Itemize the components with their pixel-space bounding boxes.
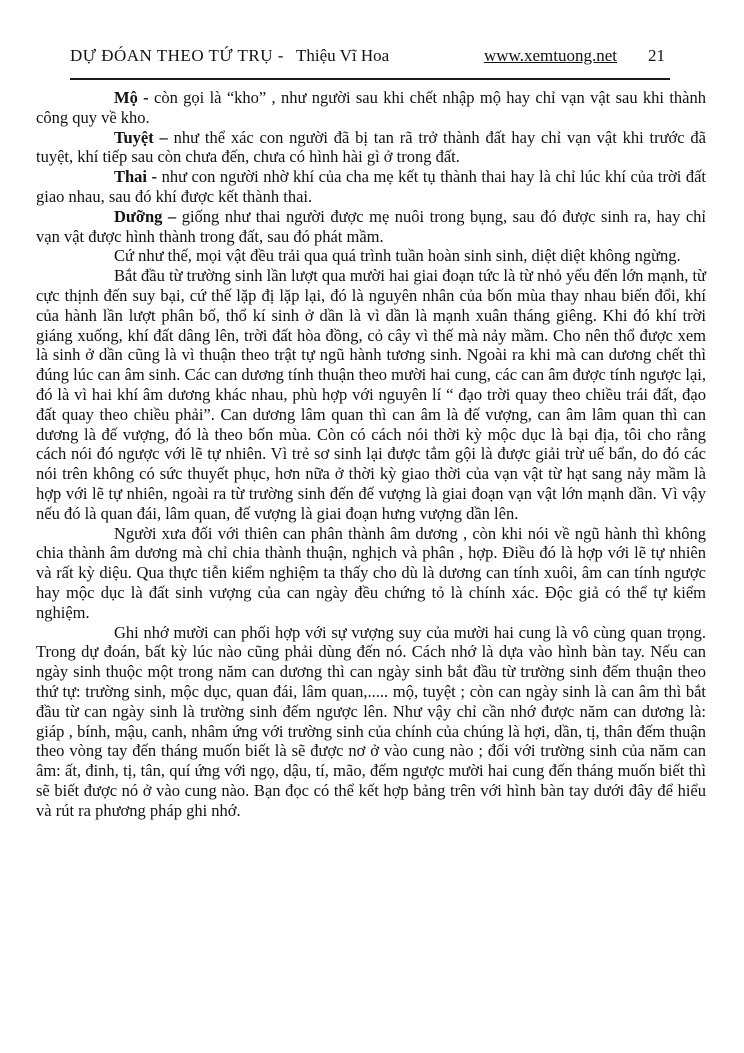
paragraph-lead: Tuyệt –	[114, 127, 168, 147]
paragraph-lead: Dưỡng –	[114, 206, 177, 226]
page-header	[0, 0, 744, 82]
paragraph-lead: Mộ -	[114, 88, 149, 107]
paragraph-text: như thể xác con người đã bị tan rã trở thành đất hay chỉ vạn vật khi trước đã tuyệt, khí tiếp sau còn chưa đến, chưa có hình hài gì ở trong đất.	[36, 127, 706, 167]
page-number: 21	[648, 46, 665, 65]
paragraph-tuyet	[36, 128, 706, 168]
paragraph-text: Ghi nhớ mười can phối hợp với sự vượng suy của mười hai cung là vô cùng quan trọng. Trong dự đoán, bất kỳ lúc nào cũng phải dùng đến nó. Cách nhớ là dựa vào hình bàn tay. Nếu can ngày sinh thuộc một trong năm can dương thì can ngày sinh bắt đầu từ trường sinh đếm thuận theo thứ tự: trường sinh, mộc dục, quan đái, lâm quan,..... mộ, tuyệt ; còn can ngày sinh là can âm thì bắt đầu từ can ngày sinh là trường sinh đếm ngược lên. Như vậy chỉ cần nhớ được năm can dương là: giáp , bính, mậu, canh, nhâm ứng với trường sinh của chính của chúng là hợi, dần, tị, thân đếm thuận theo vòng tay đến tháng muốn biết là sẽ được nơ ở vào cung nào ; đối với trường sinh của năm can âm: ất, đinh, tị, tân, quí ứng với ngọ, dậu, tí, mão, đếm ngược mười hai cung đến tháng muốn biết thì sẽ biết được nó ở vào cung nào. Bạn đọc có thể kết hợp bảng trên với hình bàn tay dưới đây để hiểu và rút ra phương pháp ghi nhớ.	[36, 622, 706, 820]
paragraph-duong	[36, 207, 706, 247]
paragraph-text: giống như thai người được mẹ nuôi trong bụng, sau đó được sinh ra, hay chỉ vạn vật được hình thành trong đất, sau đó phát mầm.	[36, 206, 707, 246]
paragraph-ghi-nho	[36, 623, 706, 821]
website-link: www.xemtuong.net	[484, 46, 617, 65]
paragraph-mo	[36, 88, 706, 128]
body-text	[36, 88, 706, 820]
paragraph-text: còn gọi là “kho” , như người sau khi chết nhập mộ hay chỉ vạn vật sau khi thành công quy về kho.	[36, 88, 706, 127]
paragraph-text: Bắt đầu từ trường sinh lần lượt qua mười hai giai đoạn tức là từ nhỏ yếu đến lớn mạnh, từ cực thịnh đến suy bại, cứ thế lặp đị lặp lại, đó là nguyên nhân của bốn mùa thay nhau biến đổi, khí của hành lần lượt phân bố, thổ kí sinh ở dần là vì dần là mạnh xuân tháng giêng. Khi đó khí trời giáng xuống, khí đất dâng lên, trời đất hòa đồng, cỏ cây vì thế mà nảy mầm. Cho nên thổ được xem là sinh ở dần cũng là vì thuận theo trật tự ngũ hành tương sinh. Ngoài ra khi mà can dương chết thì đúng lúc can âm sinh. Các can dương tính thuận theo mười hai cung, các can âm được tính ngược lại, đó là vì hai khí âm dương khác nhau, phù hợp với nguyên lí “ đạo trời quay theo chiều trái đất, đạo đất quay theo chiều phải”. Can dương lâm quan thì can âm là đế vượng, can âm lâm quan thì can dương là đế vượng, đó là theo bốn mùa. Còn có cách nói thời kỳ mộc dục là bại địa, tôi cho rằng cách nói đó ngược với lẽ tự nhiên. Vì trẻ sơ sinh lại được tắm gội là được giải trừ uế bẩn, do đó các nói trên không có sức thuyết phục, hơn nữa ở thời kỳ giao thời của vạn vật từ hạt sang nảy mầm là hợp với lẽ tự nhiên, ngoài ra từ trường sinh đến đế vượng là giai đoạn vạn vật lớn mạnh dần. Vì vậy nếu đó là quan đái, lâm quan, đế vượng là giai đoạn hưng vượng dần lên.	[36, 266, 706, 523]
paragraph-text: Người xưa đối với thiên can phân thành âm dương , còn khi nói về ngũ hành thì không chia thành âm dương mà chỉ chia thành thuận, nghịch và phân , hợp. Điều đó là hợp với lẽ tự nhiên và rất kỳ diệu. Qua thực tiễn kiểm nghiệm ta thấy cho dù là dương can tính xuôi, âm can tính ngược hay mộc dục là đất sinh vượng của can ngày đều chứng tỏ là chính xác. Độc giả có thể tự kiểm nghiệm.	[36, 523, 706, 622]
paragraph-truong-sinh	[36, 266, 706, 523]
paragraph-cycle	[36, 246, 706, 266]
book-title: DỰ ĐÓAN THEO TỨ TRỤ -	[70, 46, 284, 65]
paragraph-thai	[36, 167, 706, 207]
header-divider	[70, 78, 670, 80]
paragraph-text: Cứ như thế, mọi vật đều trải qua quá trình tuần hoàn sinh sinh, diệt diệt không ngừng.	[114, 246, 681, 266]
paragraph-thien-can	[36, 524, 706, 623]
author-name: Thiệu Vĩ Hoa	[296, 46, 390, 65]
paragraph-lead: Thai -	[114, 167, 158, 187]
paragraph-text: như con người nhờ khí của cha mẹ kết tụ thành thai hay là chỉ lúc khí của trời đất giao nhau, sau đó khí được kết thành thai.	[36, 167, 706, 206]
